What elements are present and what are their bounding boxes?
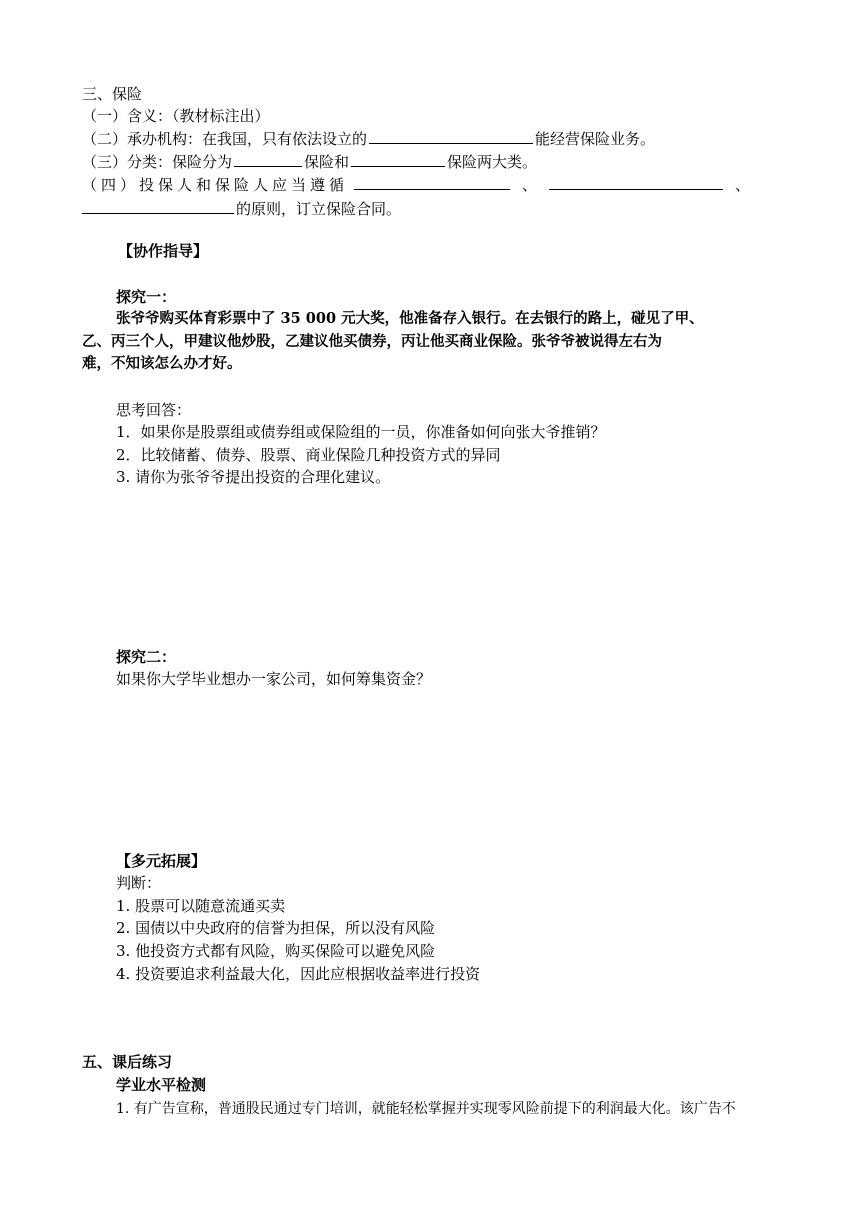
judge-4: 4. 投资要追求利益最大化，因此应根据收益率进行投资 <box>116 965 481 983</box>
explore1-line1: 张爷爷购买体育彩票中了 35 000 元大奖，他准备存入银行。在去银行的路上，碰见了甲、 <box>116 310 704 327</box>
explore2-text: 如果你大学毕业想办一家公司，如何筹集资金？ <box>116 670 432 688</box>
section3-item1: （一）含义：（教材标注出） <box>82 107 270 125</box>
expand-heading: 【多元拓展】 <box>116 852 207 870</box>
judge-2: 2. 国债以中央政府的信誉为担保，所以没有风险 <box>116 919 436 937</box>
guide-heading: 【协作指导】 <box>118 242 209 260</box>
item2-pre: （二）承办机构：在我国，只有依法设立的 <box>82 130 368 148</box>
section3-item3 <box>82 151 537 172</box>
item3-mid: 保险和 <box>304 153 350 171</box>
item4-sep2: 、 <box>735 176 751 194</box>
blank-principle1[interactable] <box>354 174 510 190</box>
item3-pre: （三）分类：保险分为 <box>82 153 233 171</box>
question-2: 2．比较储蓄、债券、股票、商业保险几种投资方式的异同 <box>116 446 501 464</box>
blank-category2[interactable] <box>351 151 445 167</box>
item4-pre: （四）投保人和保险人应当遵循 <box>82 176 349 194</box>
question-1: 1．如果你是股票组或债券组或保险组的一员，你准备如何向张大爷推销？ <box>116 423 606 441</box>
item2-post: 能经营保险业务。 <box>535 130 656 148</box>
judge-3: 3. 他投资方式都有风险，购买保险可以避免风险 <box>116 942 436 960</box>
blank-principle2[interactable] <box>549 174 723 190</box>
section5-subtitle: 学业水平检测 <box>116 1076 207 1094</box>
item4-sep1: 、 <box>522 176 538 194</box>
section3-title: 三、保险 <box>82 85 143 103</box>
blank-category1[interactable] <box>234 151 302 167</box>
blank-institution[interactable] <box>369 128 533 144</box>
explore1-line3: 难，不知该怎么办才好。 <box>82 355 242 372</box>
section3-item4-cont <box>82 198 401 219</box>
section5-question-1: 1. 有广告宣称，普通股民通过专门培训，就能轻松掌握并实现零风险前提下的利润最大化。该广告不 <box>116 1101 736 1117</box>
explore1-line2: 乙、丙三个人，甲建议他炒股，乙建议他买债券，丙让他买商业保险。张爷爷被说得左右为 <box>82 333 662 350</box>
section3-item4 <box>82 174 778 195</box>
blank-principle3[interactable] <box>82 198 234 214</box>
explore2-title: 探究二： <box>116 648 177 666</box>
explore1-title: 探究一： <box>116 288 177 306</box>
judge-1: 1. 股票可以随意流通买卖 <box>116 897 286 915</box>
item4-post: 的原则，订立保险合同。 <box>236 200 402 218</box>
item3-post: 保险两大类。 <box>447 153 538 171</box>
section5-title: 五、课后练习 <box>82 1053 173 1071</box>
think-title: 思考回答： <box>116 401 192 419</box>
judge-title: 判断： <box>116 874 162 892</box>
section3-item2 <box>82 128 655 149</box>
question-3: 3. 请你为张爷爷提出投资的合理化建议。 <box>116 468 391 486</box>
